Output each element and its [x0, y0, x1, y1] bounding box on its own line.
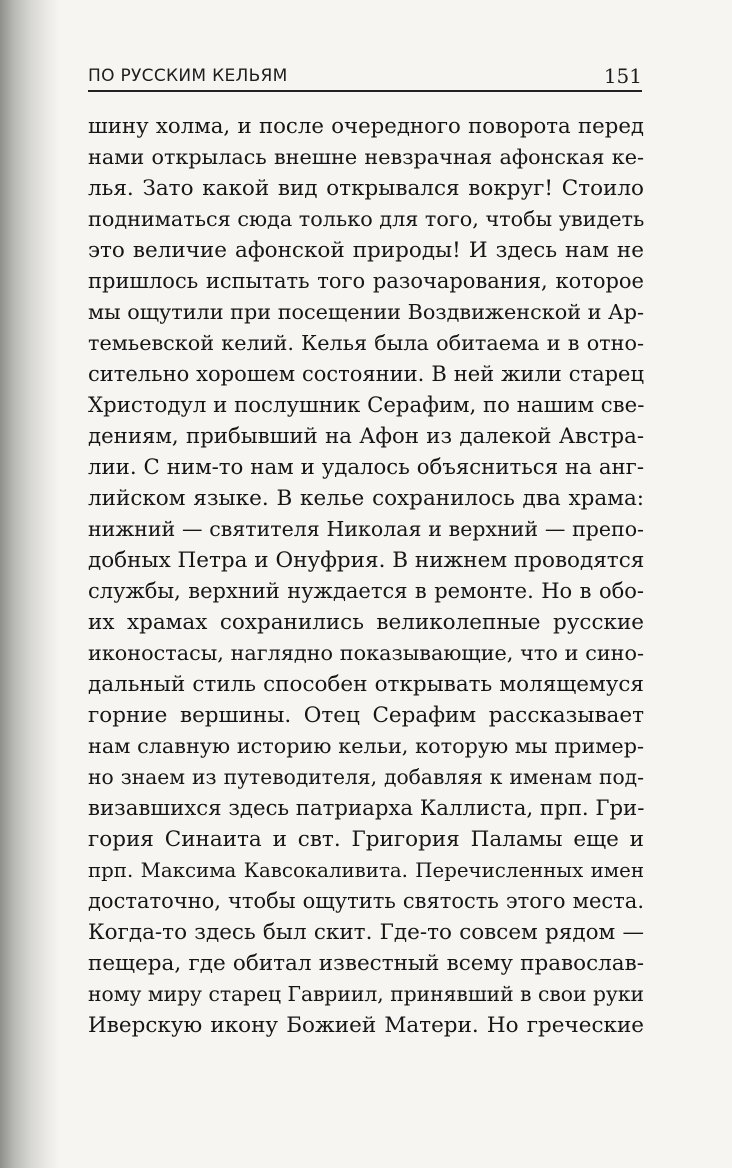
text-line: дальный стиль способен открывать молящемуся: [88, 672, 644, 697]
text-line: шину холма, и после очередного поворота перед: [88, 114, 644, 139]
body-text: [88, 111, 644, 1041]
text-line: дениям, прибывший на Афон из далекой Австра-: [88, 424, 644, 449]
text-line: это величие афонской природы! И здесь нам не: [88, 238, 644, 263]
text-line: их храмах сохранились великолепные русские: [88, 610, 644, 635]
text-line: достаточно, чтобы ощутить святость этого места.: [88, 889, 644, 913]
text-line: визавшихся здесь патриарха Каллиста, прп. Гри-: [88, 796, 645, 821]
text-line: горние вершины. Отец Серафим рассказывает: [88, 703, 644, 728]
page-number: 151: [603, 64, 642, 88]
text-line: Иверскую икону Божией Матери. Но греческие: [88, 1013, 644, 1038]
text-line: службы, верхний нуждается в ремонте. Но в обо-: [88, 579, 644, 603]
text-line: темьевской келий. Келья была обитаема и в отно-: [88, 331, 644, 355]
text-line: нам славную историю кельи, которую мы пример-: [88, 734, 644, 758]
text-line: гория Синаита и свт. Григория Паламы еще и: [88, 827, 644, 852]
text-line: прп. Максима Кавсокаливита. Перечисленных имен: [88, 859, 644, 882]
binding-shadow: [0, 0, 60, 1168]
text-line: но знаем из путеводителя, добавляя к именам под-: [88, 765, 644, 789]
text-line: ному миру старец Гавриил, принявший в свои руки: [88, 982, 644, 1006]
text-line: нижний — святителя Николая и верхний — препо-: [88, 517, 644, 541]
text-line: пришлось испытать того разочарования, которое: [88, 269, 644, 293]
text-line: нами открылась внешне невзрачная афонская ке-: [88, 145, 644, 169]
text-line: добных Петра и Онуфрия. В нижнем проводятся: [88, 548, 645, 573]
page-header: [88, 62, 642, 92]
text-line: мы ощутили при посещении Воздвиженской и Ар-: [88, 300, 645, 324]
text-line: пещера, где обитал известный всему православ-: [88, 951, 644, 976]
text-line: Когда-то здесь был скит. Где-то совсем рядом —: [88, 920, 644, 945]
text-line: лья. Зато какой вид открывался вокруг! Стоило: [88, 176, 644, 201]
text-line: иконостасы, наглядно показывающие, что и сино-: [88, 641, 644, 665]
text-line: подниматься сюда только для того, чтобы увидеть: [88, 207, 645, 231]
text-line: Христодул и послушник Серафим, по нашим све-: [88, 393, 645, 418]
running-title: ПО РУССКИМ КЕЛЬЯМ: [88, 66, 288, 86]
text-line: лийском языке. В келье сохранилось два храма:: [88, 486, 644, 511]
text-line: сительно хорошем состоянии. В ней жили старец: [88, 362, 644, 386]
text-line: лии. С ним-то нам и удалось объясниться на анг-: [88, 455, 644, 480]
